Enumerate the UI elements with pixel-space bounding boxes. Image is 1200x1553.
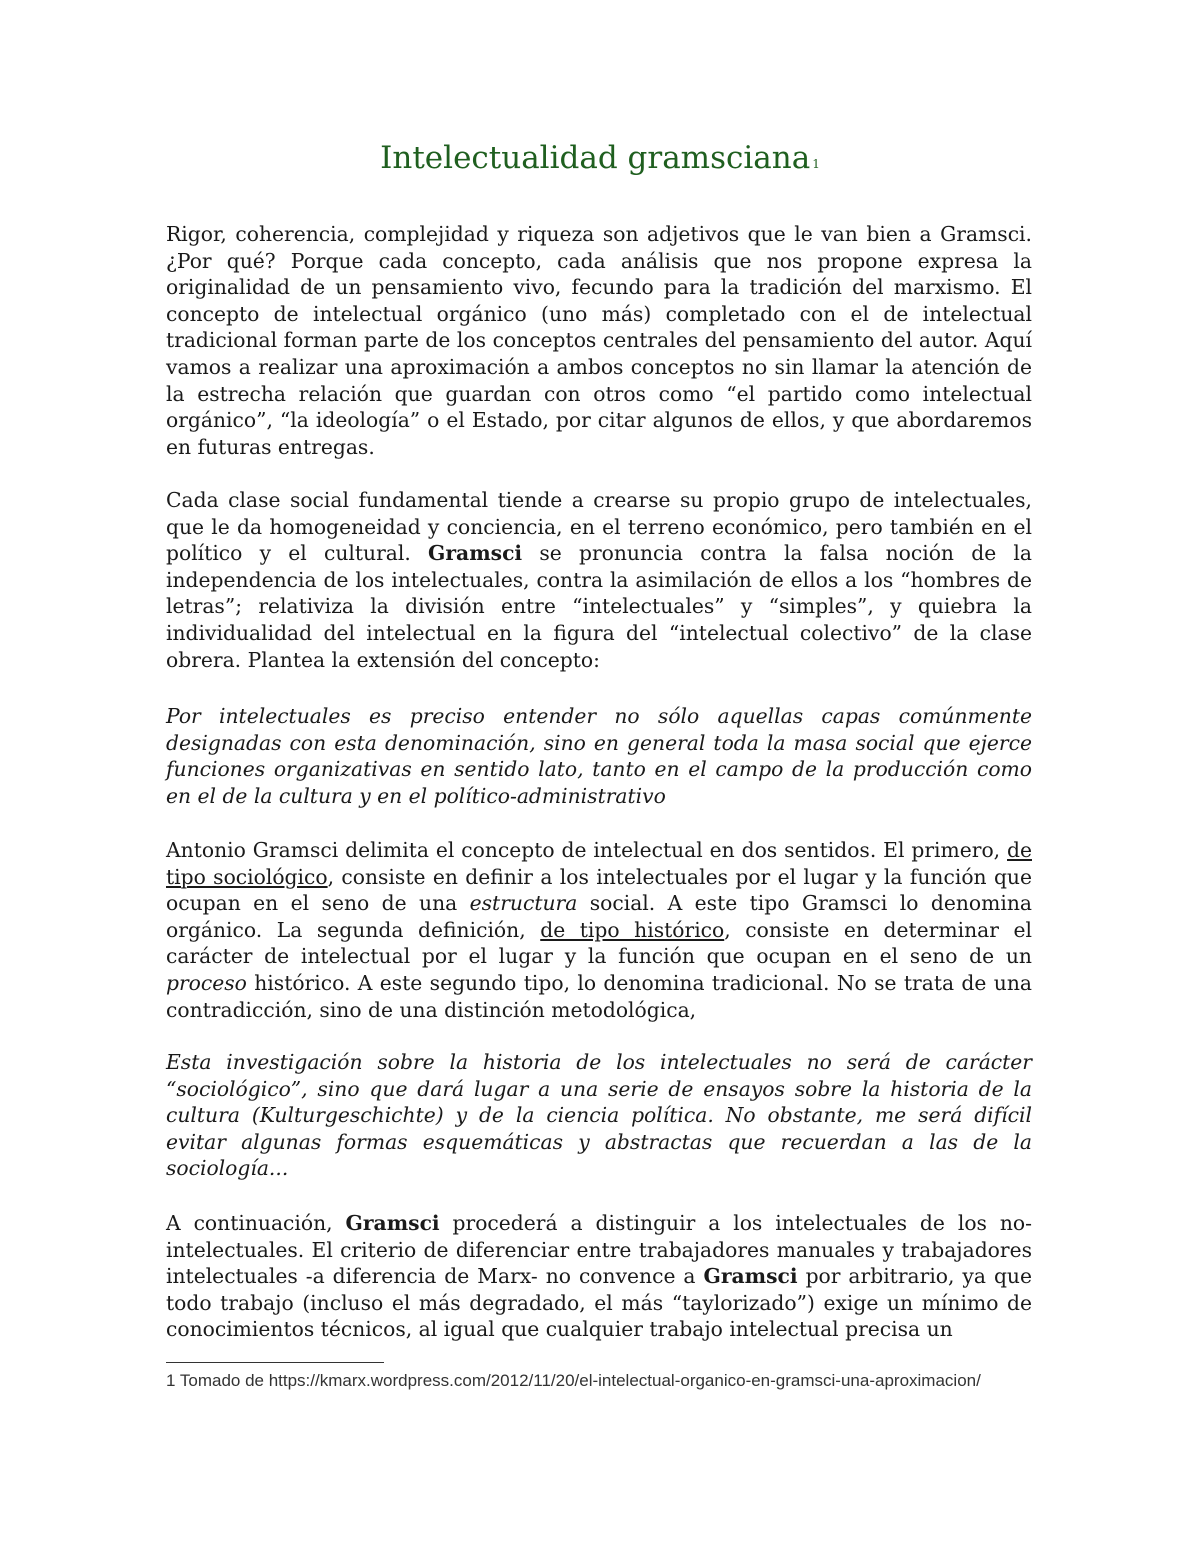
bold-gramsci: Gramsci — [428, 541, 523, 566]
paragraph-text: , consiste en definir a los intelectuales por el lugar y la función que ocupan en el seno de una — [166, 864, 1032, 916]
paragraph-intro: Rigor, coherencia, complejidad y riqueza son adjetivos que le van bien a Gramsci. ¿Por qué? Porque cada concepto, cada análisis que nos propone expresa la originalidad de un pensamiento vivo, fecundo para la tradición del marxismo. El concepto de intelectual orgánico (uno más) completado con el de intelectual tradicional forman parte de los conceptos centrales del pensamiento del autor. Aquí vamos a realizar una aproximación a ambos conceptos no sin llamar la atención de la estrecha relación que guardan con otros como “el partido como intelectual orgánico”, “la ideología” o el Estado, por citar algunos de ellos, y que abordaremos en futuras entregas. — [166, 222, 1032, 459]
paragraph-distinction — [166, 1210, 1032, 1343]
paragraph-text: procederá a distinguir a los intelectuales de los no-intelectuales. El criterio de diferenciar entre trabajadores manuales y trabajadores intelectuales -a diferencia de Marx- no convence a — [166, 1211, 1032, 1289]
footnote[interactable]: 1 Tomado de https://kmarx.wordpress.com/2012/11/20/el-intelectual-organico-en-gramsci-una-aproximacion/ — [166, 1371, 981, 1390]
paragraph-social-class — [166, 487, 1032, 673]
bold-gramsci: Gramsci — [345, 1211, 440, 1235]
footnote-ref[interactable]: 1 — [812, 157, 820, 171]
paragraph-text: Cada clase social fundamental tiende a crearse su propio grupo de intelectuales, que le da homogeneidad y conciencia, en el terreno económico, pero también en el político y el cultural. — [166, 488, 1032, 566]
quote-investigation: Esta investigación sobre la historia de los intelectuales no será de carácter “sociológico”, sino que dará lugar a una serie de ensayos sobre la historia de la cultura (Kulturgeschichte) y de la ciencia política. No obstante, me será difícil evitar algunas formas esquemáticas y abstractas que recuerdan a las de la sociología... — [166, 1050, 1032, 1181]
italic-estructura: estructura — [469, 891, 578, 916]
bold-gramsci: Gramsci — [703, 1264, 798, 1289]
paragraph-text: Antonio Gramsci delimita el concepto de intelectual en dos sentidos. El primero, — [166, 838, 1007, 862]
paragraph-text: se pronuncia contra la falsa noción de la independencia de los intelectuales, contra la asimilación de ellos a los “hombres de letras”; relativiza la división entre “intelectuales” y “simples”, y quiebra la individualidad del intelectual en la figura del “intelectual colectivo” de la clase obrera. Plantea la extensión del concepto: — [166, 541, 1032, 672]
paragraph-text: por arbitrario, ya que todo trabajo (incluso el más degradado, el más “taylorizado”) exige un mínimo de conocimientos técnicos, al igual que cualquier trabajo intelectual precisa un — [166, 1264, 1033, 1342]
paragraph-two-senses — [166, 837, 1032, 1023]
quote-intellectuals: Por intelectuales es preciso entender no sólo aquellas capas comúnmente designadas con esta denominación, sino en general toda la masa social que ejerce funciones organizativas en sentido lato, tanto en el campo de la producción como en el de la cultura y en el político-administrativo — [166, 704, 1032, 808]
paragraph-text: histórico. A este segundo tipo, lo denomina tradicional. No se trata de una contradicción, sino de una distinción metodológica, — [166, 970, 1032, 1022]
paragraph-text: A continuación, — [166, 1211, 346, 1235]
paragraph-text: , consiste en determinar el carácter de intelectual por el lugar y la función que ocupan en el seno de un — [166, 917, 1032, 969]
page-title — [0, 138, 1200, 178]
paragraph-text: social. A este tipo Gramsci lo denomina orgánico. La segunda definición, — [166, 891, 1032, 942]
footnote-divider — [166, 1362, 384, 1363]
underlined-historico: de tipo histórico — [540, 917, 725, 942]
underlined-sociologico: de tipo sociológico — [166, 838, 1032, 889]
title-text: Intelectualidad gramsciana — [380, 140, 811, 176]
italic-proceso: proceso — [166, 970, 247, 995]
